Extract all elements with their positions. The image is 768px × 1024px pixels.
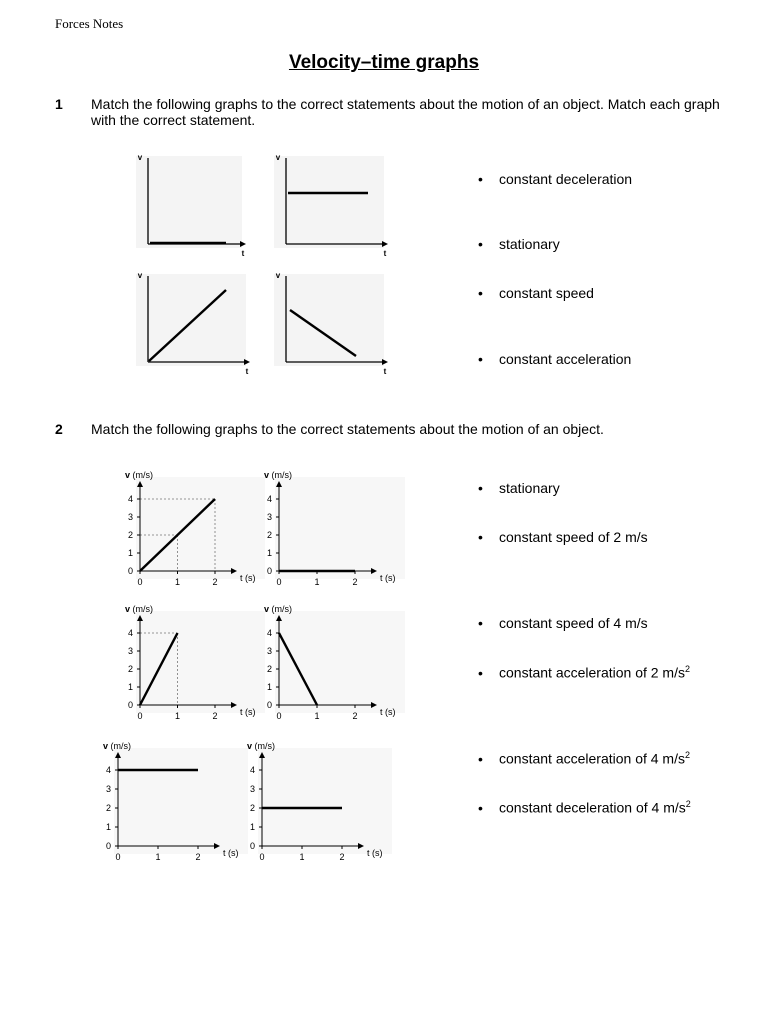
- x-tick-label: 1: [314, 577, 320, 587]
- q2-statement: • constant deceleration of 4 $m/s^2$: [478, 799, 691, 816]
- y-tick-label: 1: [266, 548, 272, 558]
- y-axis-symbol: v: [247, 741, 253, 751]
- x-axis-label: t: [383, 367, 387, 376]
- q2-statement-text: constant deceleration of 4 m/s: [499, 799, 686, 816]
- q2-graph: [247, 741, 392, 862]
- q2-statement: • stationary: [478, 480, 560, 496]
- q1-statement: • constant speed: [478, 285, 594, 301]
- x-tick-label: 2: [352, 577, 358, 587]
- x-axis-label: t: [245, 367, 249, 376]
- x-tick-label: 2: [212, 711, 218, 721]
- y-axis-label: [264, 470, 292, 480]
- y-tick-label: 0: [249, 841, 255, 851]
- x-axis-label: t (s): [367, 848, 383, 858]
- q2-graph: [264, 604, 405, 721]
- y-tick-label: 4: [249, 765, 255, 775]
- y-axis-label: [247, 741, 275, 751]
- x-tick-label: 1: [299, 852, 305, 862]
- x-axis-label: t (s): [240, 573, 256, 583]
- q1-statement-text: constant deceleration: [499, 171, 633, 187]
- q2-graph: [264, 470, 405, 587]
- x-tick-label: 2: [352, 711, 358, 721]
- graph-background: [258, 748, 392, 854]
- y-axis-label: v: [275, 153, 281, 162]
- q2-statement-text: stationary: [499, 480, 560, 496]
- y-axis-unit: (m/s): [130, 470, 154, 480]
- superscript: 2: [685, 750, 691, 760]
- x-tick-label: 0: [137, 711, 143, 721]
- q1-statement-text: constant acceleration: [499, 351, 632, 367]
- page-header: Forces Notes: [55, 16, 124, 31]
- q1-statement-text: constant speed: [499, 285, 594, 301]
- graph-background: [275, 477, 405, 579]
- graph-background: [114, 748, 248, 854]
- x-axis-arrow: [382, 359, 388, 365]
- q1-statement: • stationary: [478, 236, 560, 252]
- y-tick-label: 3: [127, 512, 133, 522]
- graph-background: [136, 611, 265, 713]
- y-axis-symbol: v: [264, 604, 270, 614]
- y-axis-symbol: v: [264, 470, 270, 480]
- y-tick-label: 3: [266, 512, 272, 522]
- y-tick-label: 4: [105, 765, 111, 775]
- y-axis-label: v: [137, 153, 143, 162]
- x-axis-label: t: [383, 249, 387, 258]
- y-axis-unit: (m/s): [108, 741, 132, 751]
- x-tick-label: 1: [155, 852, 161, 862]
- q1-statement: • constant deceleration: [478, 171, 633, 187]
- q1-graph: [136, 153, 246, 258]
- x-tick-label: 2: [212, 577, 218, 587]
- y-tick-label: 3: [105, 784, 111, 794]
- superscript: 2: [685, 799, 691, 809]
- y-tick-label: 0: [266, 566, 272, 576]
- y-axis-unit: (m/s): [269, 470, 293, 480]
- y-tick-label: 2: [266, 664, 272, 674]
- x-axis-label: t (s): [240, 707, 256, 717]
- y-tick-label: 0: [266, 700, 272, 710]
- x-axis-arrow: [382, 241, 388, 247]
- q1-graph: [136, 271, 250, 376]
- q2-graph: [125, 470, 265, 587]
- y-tick-label: 2: [105, 803, 111, 813]
- x-tick-label: 2: [339, 852, 345, 862]
- y-tick-label: 4: [127, 628, 133, 638]
- q2-statement-text: constant acceleration of 2 m/s: [499, 664, 685, 681]
- x-axis-label: t (s): [223, 848, 239, 858]
- y-tick-label: 3: [127, 646, 133, 656]
- q1-statement: • constant acceleration: [478, 351, 632, 367]
- question-2-text: Match the following graphs to the correct statements about the motion of an object.: [91, 421, 604, 437]
- y-axis-label: [103, 741, 131, 751]
- y-tick-label: 2: [249, 803, 255, 813]
- x-axis-label: t: [241, 249, 245, 258]
- y-tick-label: 0: [105, 841, 111, 851]
- x-tick-label: 1: [174, 577, 181, 587]
- x-tick-label: 0: [276, 711, 282, 721]
- question-2-number: 2: [55, 421, 63, 437]
- q2-statement: • constant speed of 4 m/s: [478, 615, 648, 631]
- graph-background: [274, 274, 384, 366]
- y-axis-unit: (m/s): [252, 741, 276, 751]
- y-tick-label: 0: [127, 566, 133, 576]
- q2-statement-text: constant speed of 2 m/s: [499, 529, 648, 545]
- y-tick-label: 2: [127, 530, 133, 540]
- y-tick-label: 2: [266, 530, 272, 540]
- q2-statement-text: constant speed of 4 m/s: [499, 615, 648, 631]
- y-axis-symbol: v: [125, 470, 131, 480]
- y-tick-label: 2: [127, 664, 133, 674]
- x-tick-label: 0: [276, 577, 282, 587]
- y-axis-symbol: v: [125, 604, 131, 614]
- x-tick-label: 0: [137, 577, 143, 587]
- x-tick-label: 1: [314, 711, 320, 721]
- y-tick-label: 0: [127, 700, 133, 710]
- y-tick-label: 1: [266, 682, 272, 692]
- y-axis-label: v: [137, 271, 143, 280]
- y-axis-label: [125, 470, 153, 480]
- graph-background: [136, 477, 265, 579]
- superscript: 2: [685, 664, 691, 674]
- q1-graph: [274, 153, 388, 258]
- y-axis-symbol: v: [103, 741, 109, 751]
- x-tick-label: 0: [259, 852, 265, 862]
- x-tick-label: 1: [174, 711, 181, 721]
- y-tick-label: 4: [266, 494, 272, 504]
- x-tick-label: 0: [115, 852, 121, 862]
- y-tick-label: 1: [105, 822, 111, 832]
- y-tick-label: 1: [127, 682, 133, 692]
- q1-statement-text: stationary: [499, 236, 560, 252]
- q2-statement: • constant speed of 2 m/s: [478, 529, 648, 545]
- y-tick-label: 3: [266, 646, 272, 656]
- y-tick-label: 1: [127, 548, 133, 558]
- x-axis-label: t (s): [380, 573, 396, 583]
- x-tick-label: 2: [195, 852, 201, 862]
- q2-statement-text: constant acceleration of 4 m/s: [499, 750, 685, 767]
- y-axis-unit: (m/s): [269, 604, 293, 614]
- q2-statement: • constant acceleration of 2 $m/s^2$: [478, 664, 691, 681]
- x-axis-label: t (s): [380, 707, 396, 717]
- page-title: Velocity–time graphs: [288, 52, 480, 73]
- q1-graph: [274, 271, 388, 376]
- graph-background: [274, 156, 384, 248]
- y-tick-label: 3: [249, 784, 255, 794]
- graph-background: [136, 274, 246, 366]
- y-tick-label: 4: [127, 494, 133, 504]
- y-axis-label: [264, 604, 292, 614]
- q2-graph: [103, 741, 248, 862]
- y-axis-unit: (m/s): [130, 604, 154, 614]
- x-axis-arrow: [240, 241, 246, 247]
- q2-graph: [125, 604, 265, 721]
- q2-statement: • constant acceleration of 4 $m/s^2$: [478, 750, 691, 767]
- question-1-number: 1: [55, 96, 63, 112]
- graph-background: [136, 156, 242, 248]
- y-axis-label: [125, 604, 153, 614]
- y-tick-label: 1: [249, 822, 255, 832]
- y-tick-label: 4: [266, 628, 272, 638]
- x-axis-arrow: [244, 359, 250, 365]
- question-1-text: Match the following graphs to the correct statements about the motion of an object. Match each graph with the correct statement.: [91, 96, 720, 128]
- y-axis-label: v: [275, 271, 281, 280]
